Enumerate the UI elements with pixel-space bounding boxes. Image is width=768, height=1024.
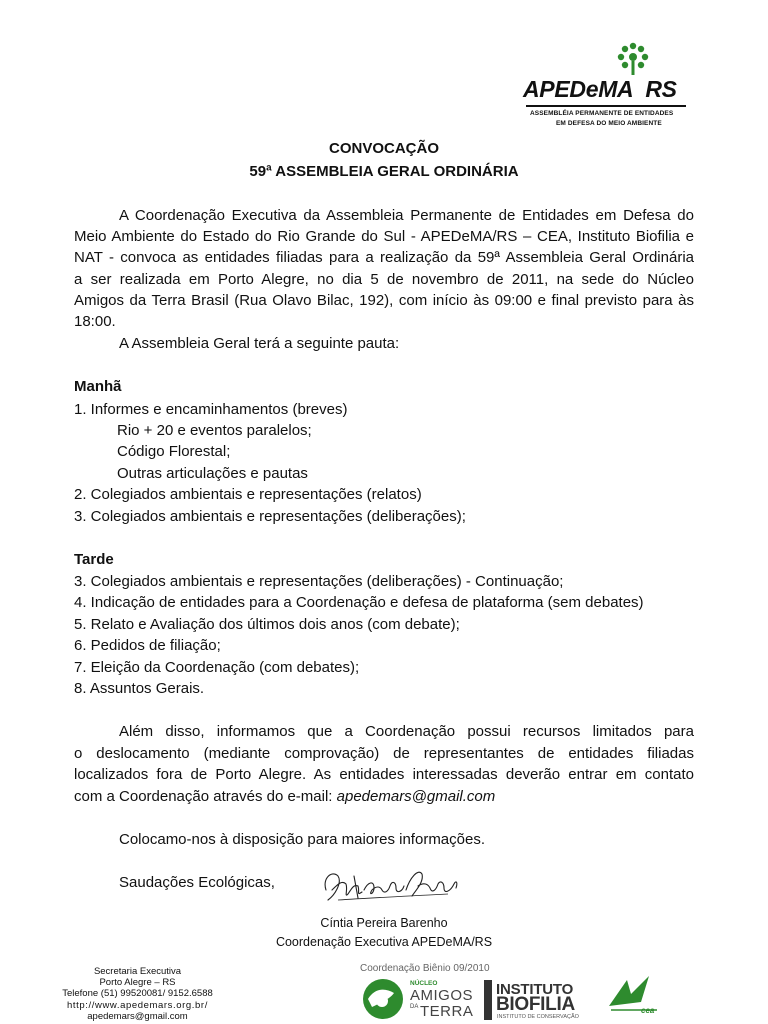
notice-line-2: o deslocamento (mediante comprovação) de representantes de entidades filiadas <box>74 745 694 762</box>
notice-text: com a Coordenação através do e-mail: <box>74 788 337 805</box>
contact-email: apedemars@gmail.com <box>336 788 496 805</box>
agenda-item: 7. Eleição da Coordenação (com debates); <box>74 659 360 676</box>
logo-wordmark: APEDeMA RS <box>523 76 677 102</box>
biofilia-logo <box>484 980 596 1022</box>
signature <box>318 860 463 912</box>
biofilia-bar <box>484 980 492 1020</box>
nat-logo <box>360 977 475 1022</box>
agenda-item: 5. Relato e Avaliação dos últimos dois anos (com debate); <box>74 616 460 633</box>
agenda-item: 3. Colegiados ambientais e representações (deliberações); <box>74 508 466 525</box>
biofilia-subtitle: INSTITUTO DE CONSERVAÇÃO <box>497 1014 579 1020</box>
agenda-item: 2. Colegiados ambientais e representações (relatos) <box>74 486 422 503</box>
nucleo-label: NÚCLEO <box>410 980 438 987</box>
notice-line-3: localizados fora de Porto Alegre. As entidades interessadas deverão entrar em contato <box>74 766 694 783</box>
document-subtitle: 59ª ASSEMBLEIA GERAL ORDINÁRIA <box>249 163 519 180</box>
morning-heading: Manhã <box>74 378 122 395</box>
footer-url: http://www.apedemars.org.br/ <box>67 999 208 1011</box>
document-title: CONVOCAÇÃO <box>328 140 439 157</box>
agenda-item: 4. Indicação de entidades para a Coordenação e defesa de plataforma (sem debates) <box>74 594 644 611</box>
intro-line-1: A Coordenação Executiva da Assembleia Permanente de Entidades em Defesa do <box>119 207 694 224</box>
intro-line-6: 18:00. <box>74 313 116 330</box>
terra-label: TERRA <box>420 1003 474 1020</box>
afternoon-heading: Tarde <box>74 551 114 568</box>
agenda-item: 6. Pedidos de filiação; <box>74 637 221 654</box>
logo-subtitle-2: EM DEFESA DO MEIO AMBIENTE <box>556 120 662 127</box>
logo-subtitle-1: ASSEMBLÉIA PERMANENTE DE ENTIDADES <box>530 110 674 117</box>
signer-role: Coordenação Executiva APEDeMA/RS <box>275 935 493 949</box>
coordination-label: Coordenação Biênio 09/2010 <box>360 963 490 974</box>
footer-secretaria: Secretaria Executiva <box>93 966 182 977</box>
agenda-item: 3. Colegiados ambientais e representações (deliberações) - Continuação; <box>74 573 564 590</box>
cea-logo <box>605 972 663 1022</box>
amigos-label: AMIGOS <box>410 987 474 1004</box>
agenda-item: 1. Informes e encaminhamentos (breves) <box>74 401 348 418</box>
footer-phone: Telefone (51) 99520081/ 9152.6588 <box>62 988 213 1000</box>
biofilia-label: BIOFILIA <box>496 994 575 1015</box>
agenda-item: 8. Assuntos Gerais. <box>74 680 205 697</box>
earth-globe-icon <box>360 977 406 1021</box>
notice-line-1: Além disso, informamos que a Coordenação possui recursos limitados para <box>119 723 694 740</box>
logo-divider <box>526 105 686 107</box>
intro-line-3: NAT - convoca as entidades filiadas para a realização da 59ª Assembleia Geral Ordinária <box>74 249 694 266</box>
apedema-logo <box>520 40 695 140</box>
greeting-line: Saudações Ecológicas, <box>119 874 275 891</box>
intro-line-2: Meio Ambiente do Estado do Rio Grande do Sul - APEDeMA/RS – CEA, Instituto Biofilia e <box>74 228 694 245</box>
signer-name: Cíntia Pereira Barenho <box>320 916 448 930</box>
intro-line-7: A Assembleia Geral terá a seguinte pauta: <box>119 335 400 352</box>
tree-icon <box>613 40 653 80</box>
agenda-subitem: Rio + 20 e eventos paralelos; <box>117 422 312 439</box>
instituto-label: INSTITUTO <box>496 981 574 998</box>
agenda-subitem: Outras articulações e pautas <box>117 465 308 482</box>
da-label: DA <box>410 1004 419 1010</box>
agenda-subitem: Código Florestal; <box>117 443 231 460</box>
cea-label: cea <box>641 1006 655 1015</box>
footer-city: Porto Alegre – RS <box>99 977 176 989</box>
footer-email: apedemars@gmail.com <box>87 1010 188 1022</box>
intro-line-4: a ser realizada em Porto Alegre, no dia 5 de novembro de 2011, na sede do Núcleo <box>74 271 694 288</box>
availability-line: Colocamo-nos à disposição para maiores informações. <box>119 831 486 848</box>
footer-contact <box>35 966 240 1022</box>
notice-line-4 <box>74 786 495 807</box>
intro-line-5: Amigos da Terra Brasil (Rua Olavo Bilac, 192), com início às 09:00 e final previsto para às <box>74 292 694 309</box>
